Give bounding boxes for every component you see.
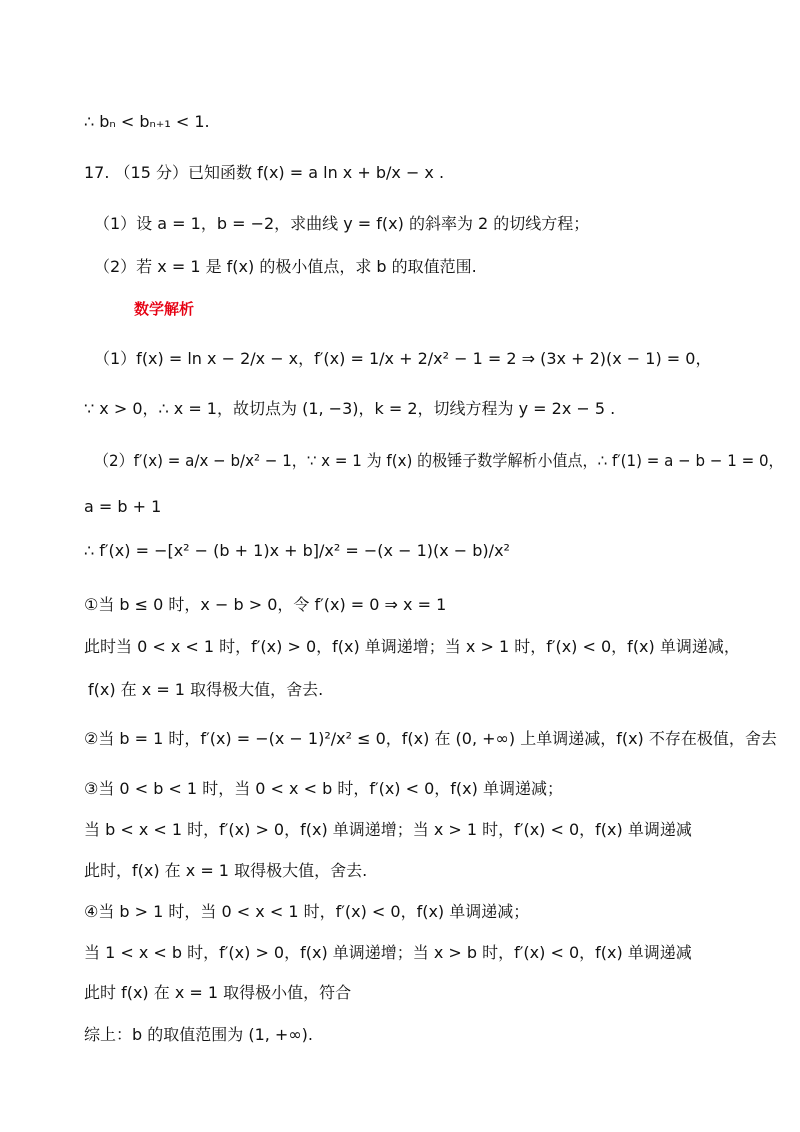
line-text: 当 b < x < 1 时，f′(x) > 0，f(x) 单调递增；当 x > 1 时，f′(x) < 0，f(x) 单调递减 [84, 820, 692, 839]
line-text: ④当 b > 1 时，当 0 < x < 1 时，f′(x) < 0，f(x) 单调递减； [84, 902, 530, 921]
line-text: ∴ f′(x) = −[x² − (b + 1)x + b]/x² = −(x − 1)(x − b)/x² [84, 541, 510, 560]
line-text: （1）f(x) = ln x − 2/x − x，f′(x) = 1/x + 2/x² − 1 = 2 ⇒ (3x + 2)(x − 1) = 0， [94, 349, 712, 368]
problem-part-2 [0, 256, 800, 278]
case-4-conclusion [0, 982, 800, 1004]
line-text: ①当 b ≤ 0 时，x − b > 0，令 f′(x) = 0 ⇒ x = 1 [84, 595, 447, 614]
line-text: 此时当 0 < x < 1 时，f′(x) > 0，f(x) 单调递增；当 x > 1 时，f′(x) < 0，f(x) 单调递减， [84, 637, 740, 656]
case-1-conclusion [0, 679, 800, 701]
line-conclusion-bn [0, 111, 800, 133]
solution-part-2-derivative [0, 450, 800, 472]
case-4-monotonicity [0, 942, 800, 964]
line-text: 此时，f(x) 在 x = 1 取得极大值，舍去. [84, 861, 368, 880]
solution-heading [0, 298, 800, 320]
line-text: ∵ x > 0，∴ x = 1，故切点为 (1, −3)，k = 2，切线方程为 y = 2x − 5 . [84, 399, 616, 418]
case-1-monotonicity [0, 636, 800, 658]
problem-part-1 [0, 213, 800, 235]
line-text: ③当 0 < b < 1 时，当 0 < x < b 时，f′(x) < 0，f(x) 单调递减； [84, 779, 563, 798]
line-text: a = b + 1 [84, 497, 162, 516]
solution-a-equals [0, 496, 800, 518]
solution-heading-text: 数学解析 [134, 300, 195, 318]
line-text: （2）f′(x) = a/x − b/x² − 1，∵ x = 1 为 f(x) 的极锤子数学解析小值点，∴ f′(1) = a − b − 1 = 0， [94, 451, 784, 470]
solution-part-1-derivative [0, 348, 800, 370]
line-text: （2）若 x = 1 是 f(x) 的极小值点，求 b 的取值范围. [94, 257, 477, 276]
case-4-condition [0, 901, 800, 923]
solution-derivative-factored [0, 540, 800, 562]
line-text: 综上：b 的取值范围为 (1, +∞). [84, 1025, 313, 1044]
problem-statement [0, 162, 800, 184]
final-answer [0, 1024, 800, 1046]
solution-part-1-tangent [0, 398, 800, 420]
case-2 [0, 728, 800, 750]
case-3-condition [0, 778, 800, 800]
case-1-condition [0, 594, 800, 616]
line-text: 17. （15 分）已知函数 f(x) = a ln x + b/x − x . [84, 163, 445, 182]
line-text: 此时 f(x) 在 x = 1 取得极小值，符合 [84, 983, 352, 1002]
line-text: ∴ bₙ < bₙ₊₁ < 1. [84, 112, 210, 131]
line-text: （1）设 a = 1，b = −2，求曲线 y = f(x) 的斜率为 2 的切线方程； [94, 214, 590, 233]
case-3-monotonicity [0, 819, 800, 841]
line-text: 当 1 < x < b 时，f′(x) > 0，f(x) 单调递增；当 x > b 时，f′(x) < 0，f(x) 单调递减 [84, 943, 692, 962]
case-3-conclusion [0, 860, 800, 882]
line-text: ②当 b = 1 时，f′(x) = −(x − 1)²/x² ≤ 0，f(x) 在 (0, +∞) 上单调递减，f(x) 不存在极值，舍去 [84, 729, 777, 748]
line-text: f(x) 在 x = 1 取得极大值，舍去. [88, 680, 324, 699]
